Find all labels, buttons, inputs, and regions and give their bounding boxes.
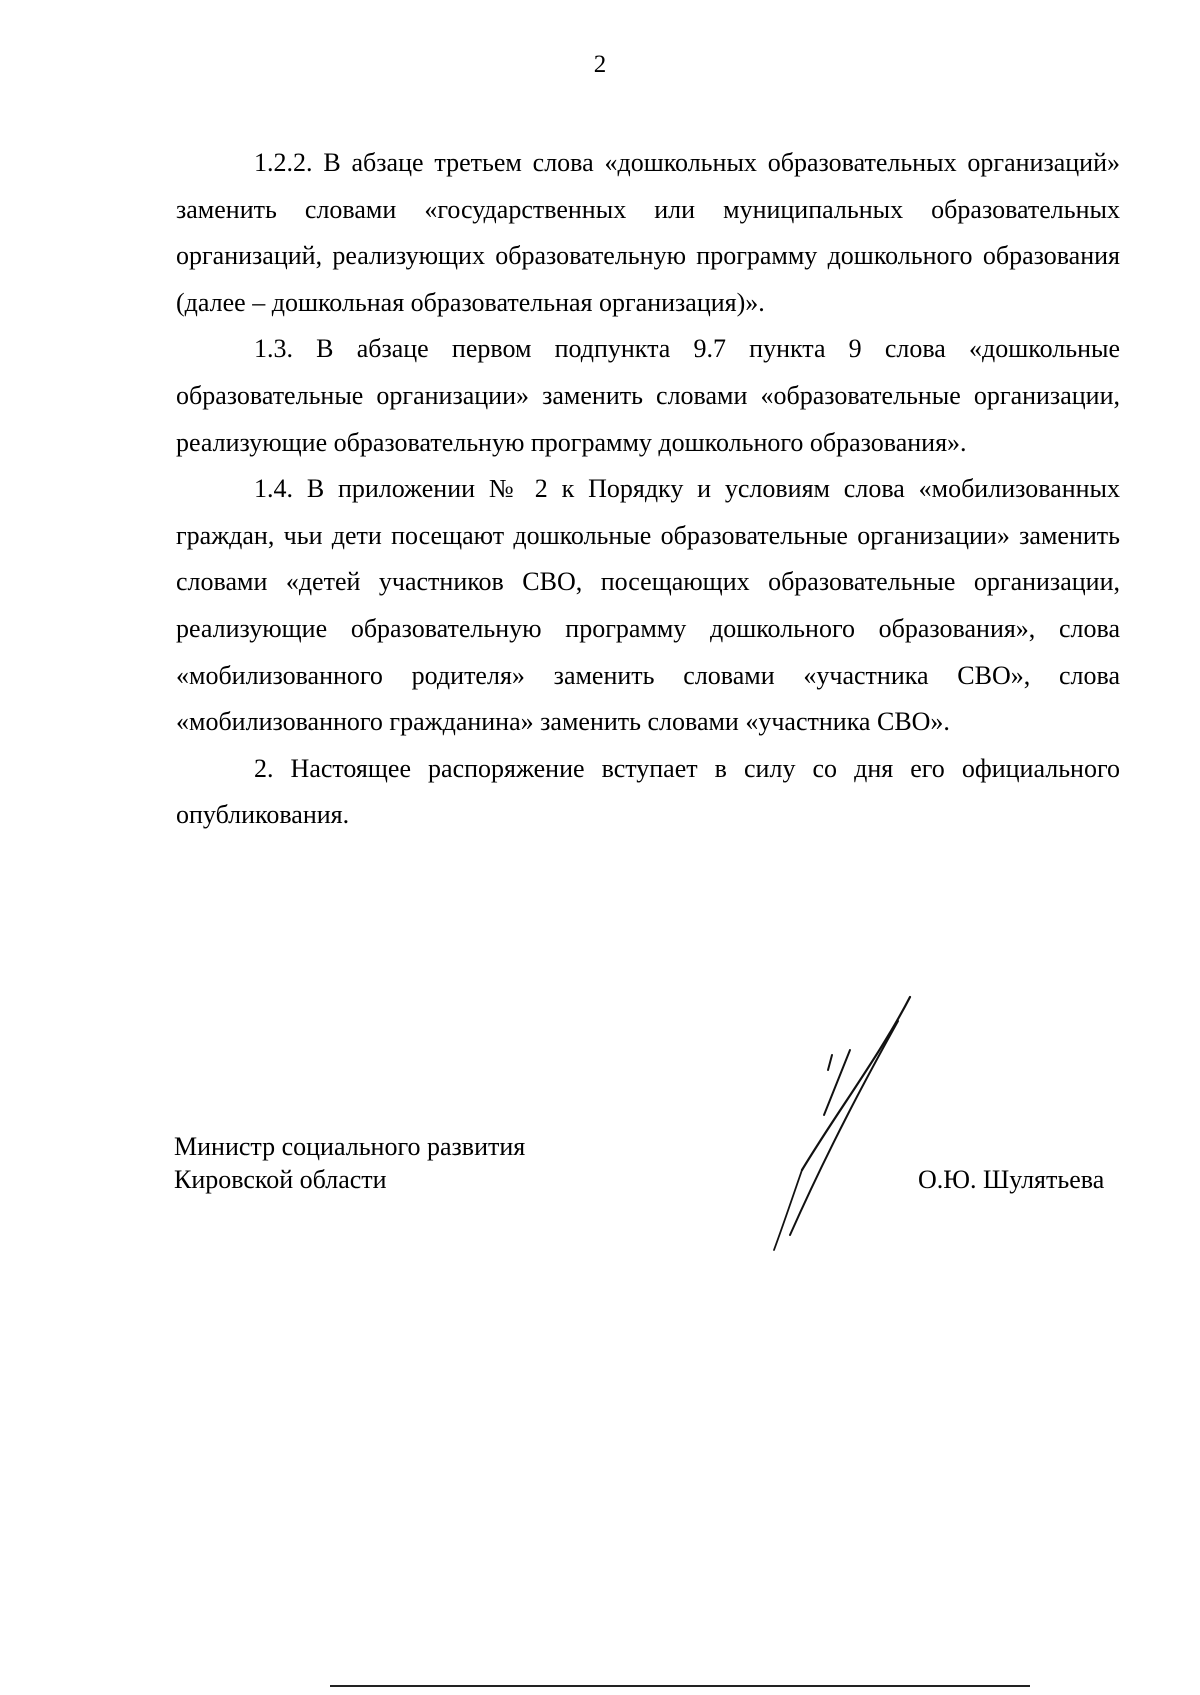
page-number: 2 [593,51,607,78]
signature-stroke-main [802,997,910,1170]
paragraph-1-3: 1.3. В абзаце первом подпункта 9.7 пункта 9 слова «дошкольные образовательные организации» заменить словами «образовательные организации, реализующие образовательную программу дошкольного образования». [176,334,1120,457]
signer-position [174,1130,525,1196]
signer-name: О.Ю. Шулятьева [918,1165,1105,1194]
signer-position-line-2: Кировской области [174,1165,387,1194]
paragraph-2: 2. Настоящее распоряжение вступает в силу со дня его официального опубликования. [176,753,1120,830]
paragraph-1-2-2: 1.2.2. В абзаце третьем слова «дошкольных образовательных организаций» заменить словами «государственных или муниципальных образовательных организаций, реализующих образовательную программу дошкольного образования (далее – дошкольная образовательная организация)». [176,148,1120,317]
signature-stroke-hook [828,1055,832,1070]
signer-position-line-1: Министр социального развития [174,1132,526,1161]
footer-rule [330,1685,1030,1687]
signature-stroke-third [824,1050,850,1115]
handwritten-signature [740,995,920,1255]
signature-stroke-second [790,1021,898,1235]
document-body [176,140,1120,839]
signature-stroke-tail [774,1170,802,1250]
paragraph-1-4: 1.4. В приложении № 2 к Порядку и условиям слова «мобилизованных граждан, чьи дети посещают дошкольные образовательные организации» заменить словами «детей участников СВО, посещающих образовательные организации, реализующие образовательную программу дошкольного образования», слова «мобилизованного родителя» заменить словами «участника СВО», слова «мобилизованного гражданина» заменить словами «участника СВО». [176,474,1120,737]
